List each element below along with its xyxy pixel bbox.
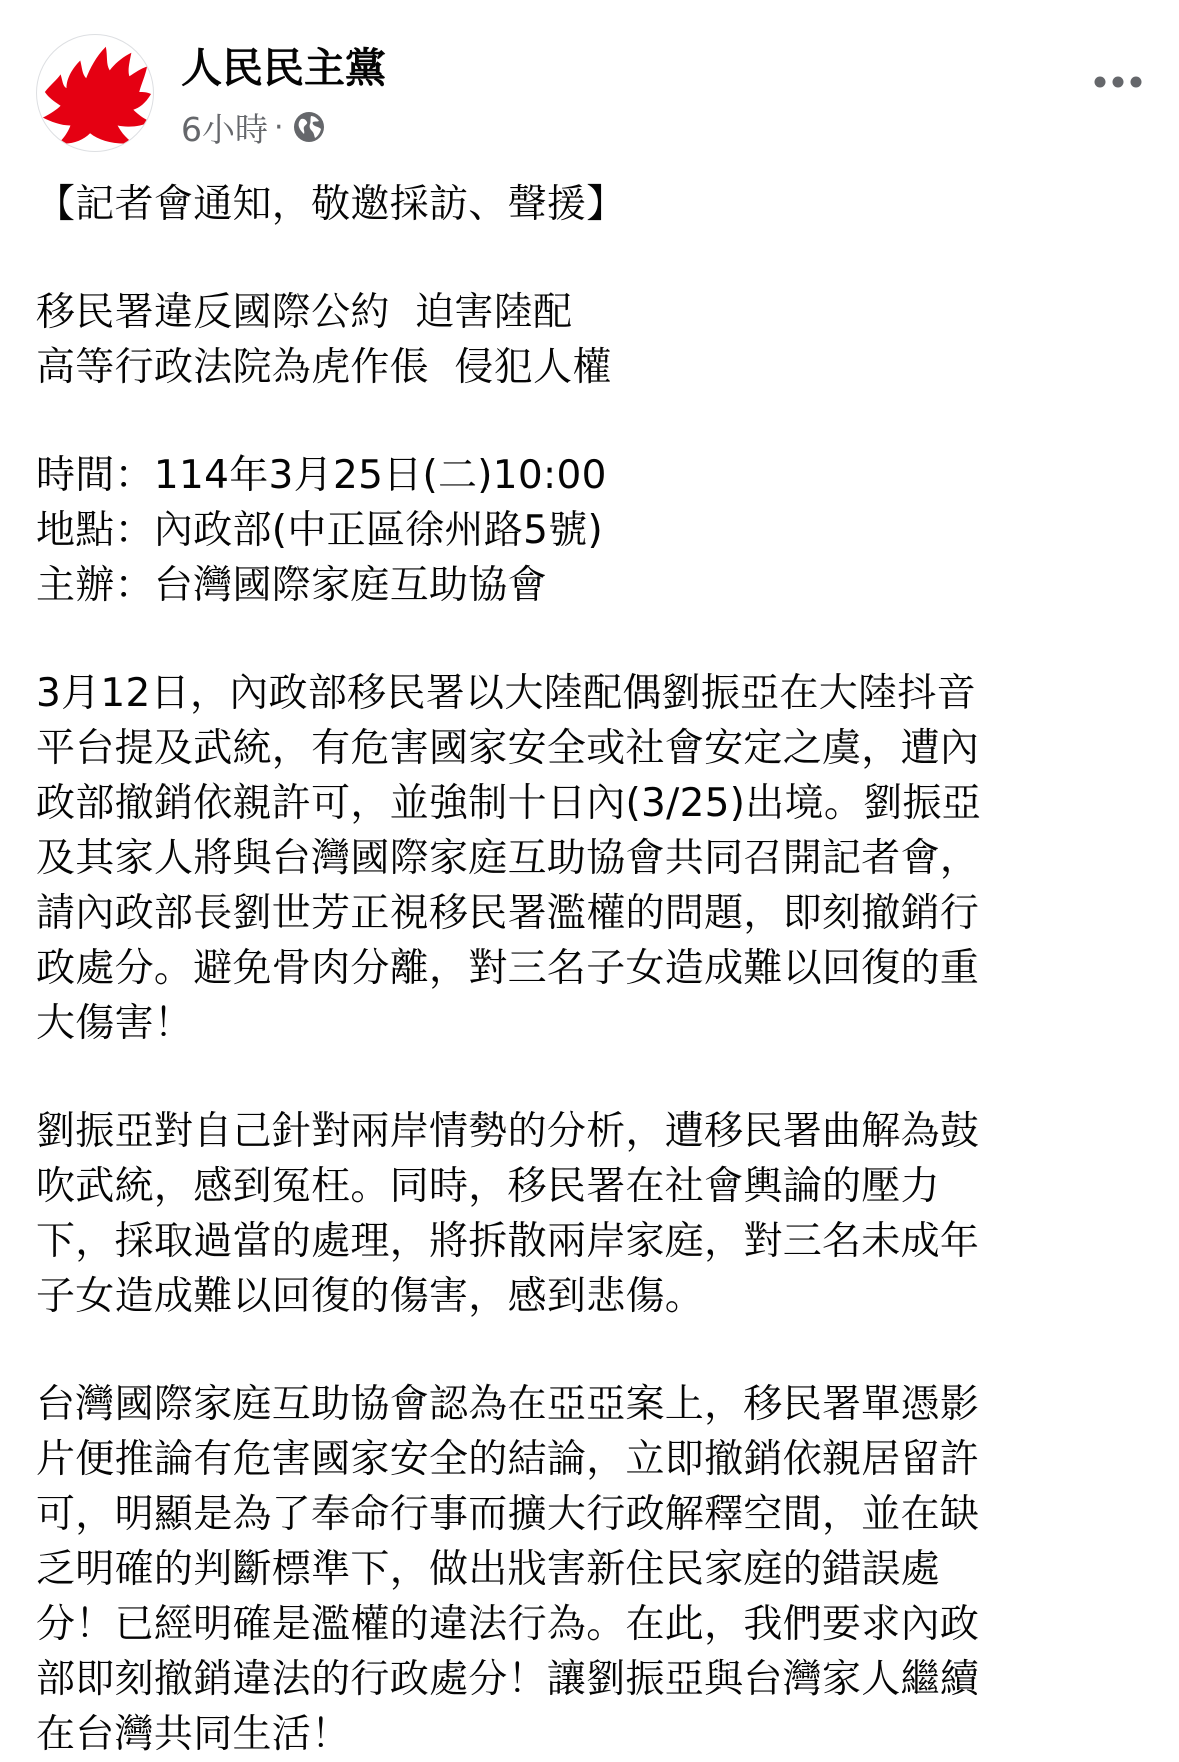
more-options-icon: [1094, 76, 1142, 88]
post-text-line: 請內政部長劉世芳正視移民署濫權的問題，即刻撤銷行: [36, 891, 980, 936]
post-text-line: 可，明顯是為了奉命行事而擴大行政解釋空間，並在缺: [36, 1492, 980, 1537]
paragraph-gap: [36, 232, 1136, 285]
post-text-line: 片便推論有危害國家安全的結論，立即撤銷依親居留許: [36, 1437, 980, 1482]
post-text-line: 地點：內政部(中正區徐州路5號): [36, 508, 604, 553]
paragraph-gap: [36, 1324, 1136, 1377]
post-text-line: 吹武統，感到冤枉。同時，移民署在社會輿論的壓力: [36, 1164, 940, 1209]
post-text-line: 政部撤銷依親許可，並強制十日內(3/25)出境。劉振亞: [36, 781, 982, 826]
post-text-line: 台灣國際家庭互助協會認為在亞亞案上，移民署單憑影: [36, 1382, 980, 1427]
paragraph-gap: [36, 395, 1136, 448]
post-text-line: 平台提及武統，有危害國家安全或社會安定之虞，遭內: [36, 726, 980, 771]
meta-separator: ·: [274, 109, 284, 145]
post-text-line: 移民署違反國際公約 迫害陸配: [36, 290, 573, 335]
post-text: [36, 177, 1136, 1762]
globe-icon: [292, 110, 326, 144]
page-avatar[interactable]: [36, 34, 154, 152]
paragraph-gap: [36, 613, 1136, 666]
flame-logo-icon: [37, 35, 153, 151]
post-text-line: 大傷害！: [36, 1001, 194, 1046]
post-meta: [181, 104, 326, 150]
post-text-line: 【記者會通知，敬邀採訪、聲援】: [36, 182, 626, 227]
post-text-line: 及其家人將與台灣國際家庭互助協會共同召開記者會，: [36, 836, 980, 881]
more-options-button[interactable]: [1086, 62, 1150, 102]
post-text-line: 政處分。避免骨肉分離，對三名子女造成難以回復的重: [36, 946, 980, 991]
paragraph-gap: [36, 1051, 1136, 1104]
post-text-line: 3月12日，內政部移民署以大陸配偶劉振亞在大陸抖音: [36, 671, 976, 716]
post-paragraph: [36, 285, 1136, 395]
post-text-line: 分！已經明確是濫權的違法行為。在此，我們要求內政: [36, 1602, 980, 1647]
post-timestamp[interactable]: 6小時: [181, 109, 268, 149]
post-text-line: 部即刻撤銷違法的行政處分！讓劉振亞與台灣家人繼續: [36, 1657, 980, 1702]
post-paragraph: [36, 1104, 1136, 1324]
post-paragraph: [36, 666, 1136, 1051]
post-text-line: 子女造成難以回復的傷害，感到悲傷。: [36, 1274, 705, 1319]
post-text-line: 時間：114年3月25日(二)10:00: [36, 453, 607, 498]
post-text-line: 在台灣共同生活！: [36, 1712, 351, 1757]
post-text-line: 主辦：台灣國際家庭互助協會: [36, 563, 547, 608]
post-paragraph: [36, 448, 1136, 613]
post-text-line: 劉振亞對自己針對兩岸情勢的分析，遭移民署曲解為鼓: [36, 1109, 980, 1154]
post-text-line: 乏明確的判斷標準下，做出戕害新住民家庭的錯誤處: [36, 1547, 940, 1592]
post-paragraph: [36, 177, 1136, 232]
page-name[interactable]: 人民民主黨: [181, 44, 386, 92]
post-header: [36, 34, 1146, 154]
post-paragraph: [36, 1377, 1136, 1762]
post-text-line: 下，採取過當的處理，將拆散兩岸家庭，對三名未成年: [36, 1219, 980, 1264]
post-text-line: 高等行政法院為虎作倀 侵犯人權: [36, 345, 612, 390]
